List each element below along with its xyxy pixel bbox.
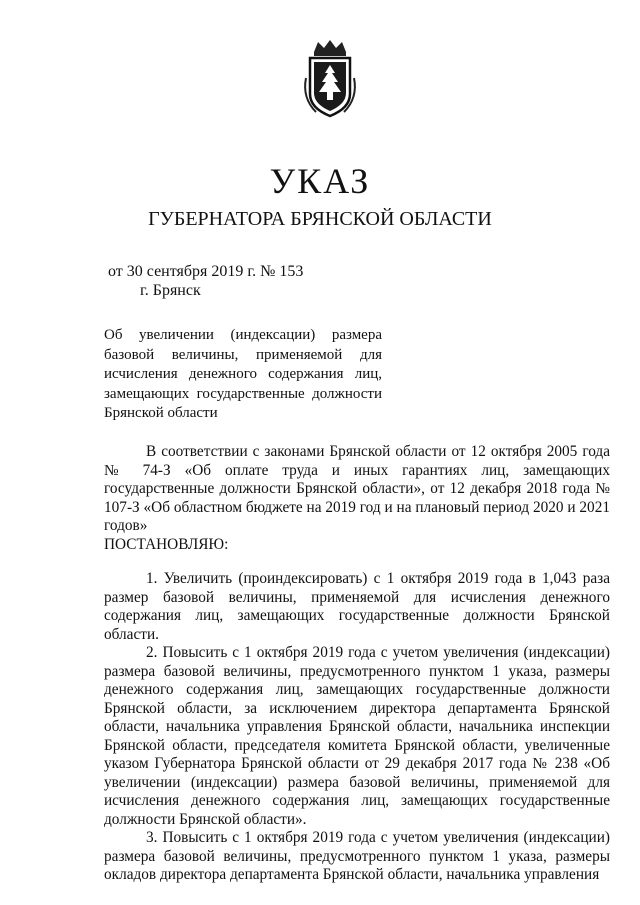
- preamble: В соответствии с законами Брянской области от 12 октября 2005 года № 74-З «Об оплате труда и иных гарантиях лиц, замещающих государственные должности Брянской области», от 12 декабря 2018 года № 107-З «Об областном бюджете на 2019 год и на плановый период 2020 и 2021 годов»: [104, 443, 610, 534]
- decree-subject: Об увеличении (индексации) размера базовой величины, применяемой для исчисления денежного содержания лиц, замещающих государственные должности Брянской области: [104, 327, 382, 421]
- item-3: 3. Повысить с 1 октября 2019 года с учетом увеличения (индексации) размера базовой величины, предусмотренного пунктом 1 указа, размеры окладов директора департамента Брянской области, начальника управления: [104, 829, 610, 883]
- city: г. Брянск: [140, 282, 201, 299]
- item-2: 2. Повысить с 1 октября 2019 года с учетом увеличения (индексации) размера базовой величины, предусмотренного пунктом 1 указа, размеры денежного содержания лиц, замещающих государственные должности Брянской области, за исключением директора департамента Брянской области, начальника управления Брянской области, начальника инспекции Брянской области, председателя комитета Брянской области, увеличенные указом Губернатора Брянской области от 29 декабря 2017 года № 238 «Об увеличении (индексации) размера базовой величины, применяемой для исчисления денежного содержания лиц, замещающих государственные должности Брянской области».: [104, 644, 610, 828]
- decree-word: ПОСТАНОВЛЯЮ:: [104, 535, 229, 553]
- date-and-number: от 30 сентября 2019 г. № 153: [108, 263, 304, 280]
- item-1: 1. Увеличить (проиндексировать) с 1 октября 2019 года в 1,043 раза размер базовой величины, применяемой для исчисления денежного содержания лиц, замещающих государственные должности Брянской области.: [104, 570, 610, 643]
- coat-of-arms-icon: [296, 38, 364, 118]
- decree-body: [104, 443, 610, 885]
- document-title: УКАЗ: [269, 161, 371, 201]
- issuer-title: ГУБЕРНАТОРА БРЯНСКОЙ ОБЛАСТИ: [148, 208, 492, 230]
